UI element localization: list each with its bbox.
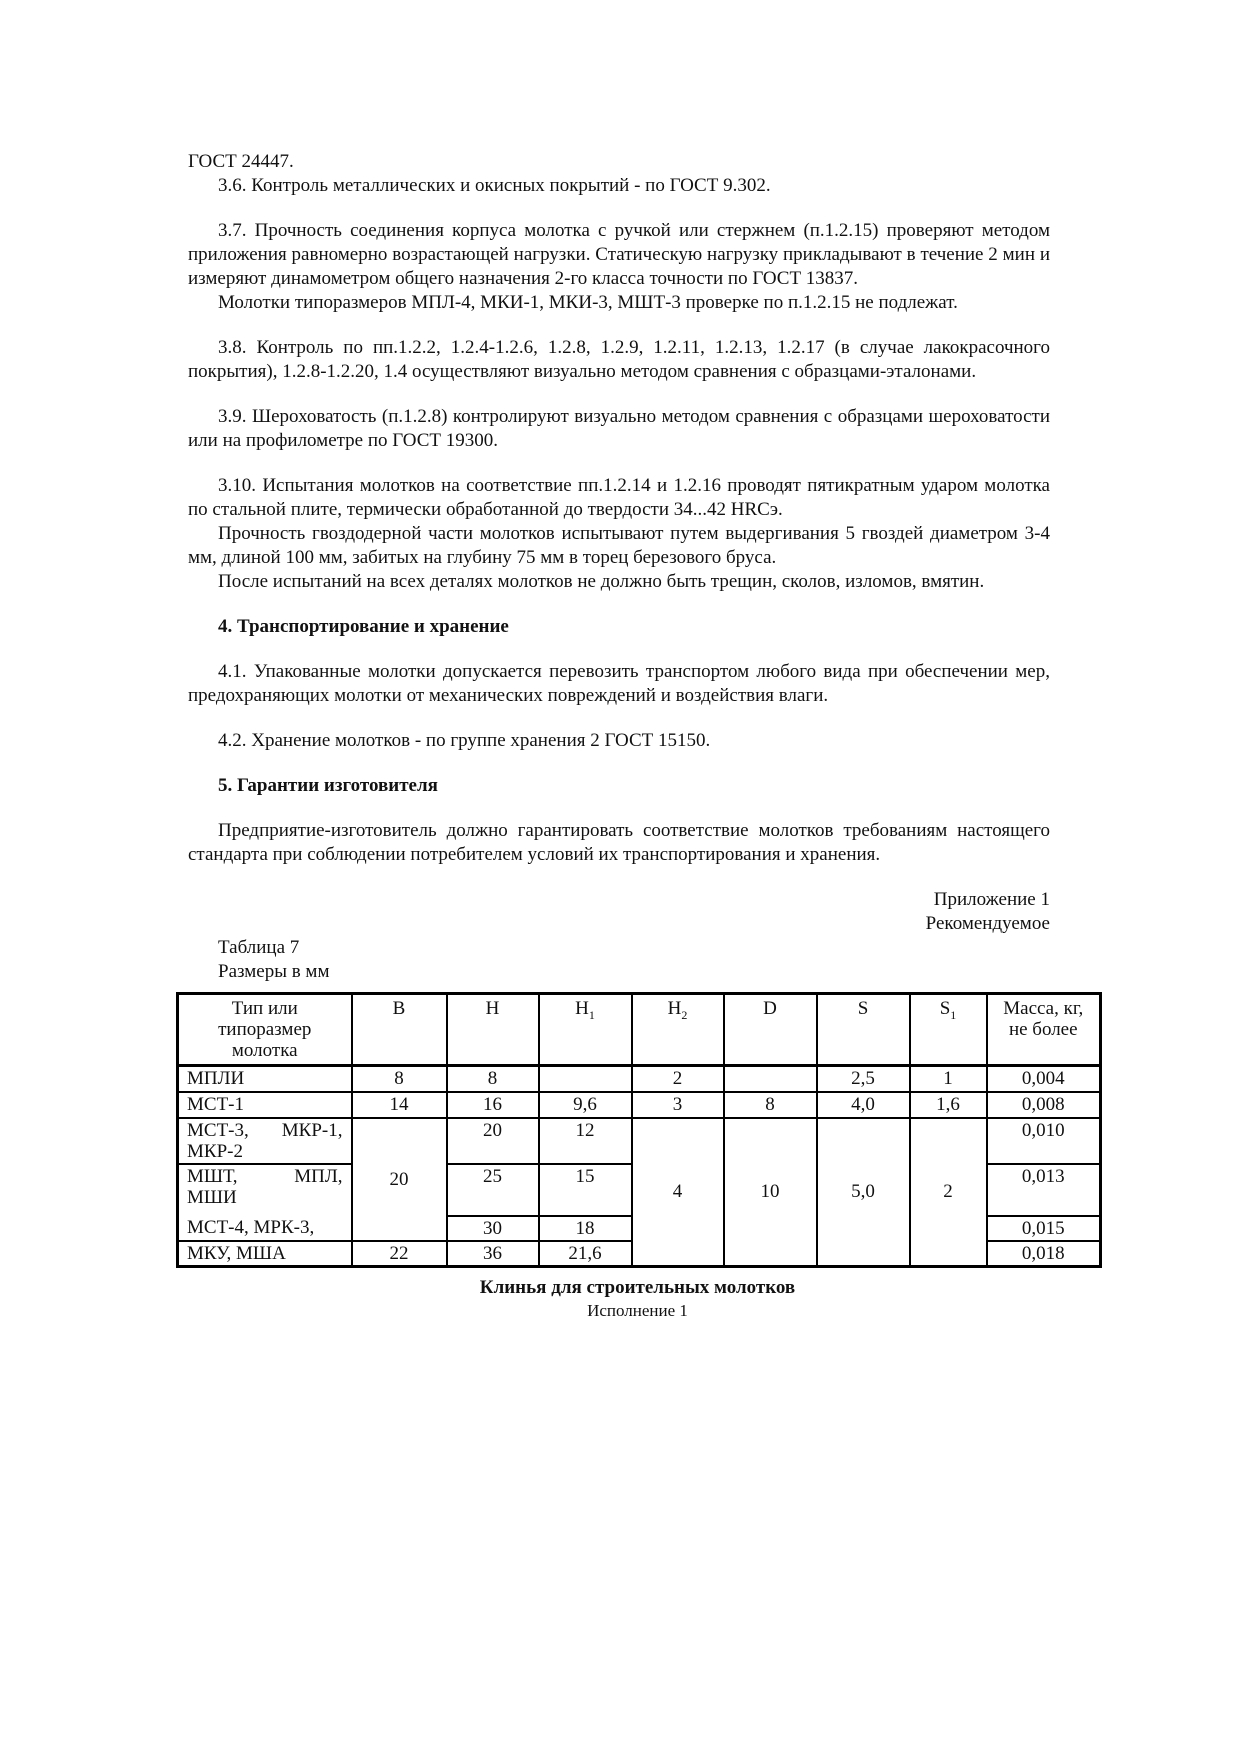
cell-mst1-h: 16 — [447, 1092, 539, 1118]
cell-mst1-b: 14 — [352, 1092, 447, 1118]
section-heading-5: 5. Гарантии изготовителя — [218, 775, 438, 796]
cell-mku-b: 22 — [352, 1241, 447, 1267]
cell-mku-mass: 0,018 — [987, 1241, 1101, 1267]
cell-mpli-s1: 1 — [910, 1066, 987, 1092]
table-header-row — [178, 994, 1101, 1066]
header-d: D — [724, 994, 817, 1066]
cell-mst3-s1-merged: 2 — [910, 1118, 987, 1267]
paragraph-4-1: 4.1. Упакованные молотки допускается перевозить транспортом любого вида при обеспечении мер, предохраняющих молотки от механических повреждений и воздействия влаги. — [188, 661, 1050, 706]
paragraph-4-2: 4.2. Хранение молотков - по группе хранения 2 ГОСТ 15150. — [218, 730, 711, 751]
header-h2: $H_2$ — [632, 994, 724, 1066]
table-units-label: Размеры в мм — [218, 961, 330, 982]
annex-block — [188, 888, 1050, 936]
paragraph-3-9: 3.9. Шероховатость (п.1.2.8) контролируют визуально методом сравнения с образцами шероховатости или на профилометре по ГОСТ 19300. — [188, 406, 1050, 451]
cell-mpli-d — [724, 1066, 817, 1092]
cell-msht-h: 25 — [447, 1164, 539, 1216]
cell-mpli-s: 2,5 — [817, 1066, 910, 1092]
paragraph-5: Предприятие-изготовитель должно гарантировать соответствие молотков требованиям настоящего стандарта при соблюдении потребителем условий их транспортирования и хранения. — [188, 820, 1050, 865]
cell-mst1-d: 8 — [724, 1092, 817, 1118]
cell-mku-name: МКУ, МША — [178, 1241, 352, 1267]
cell-mst3-s-merged: 5,0 — [817, 1118, 910, 1267]
paragraph-3-8: 3.8. Контроль по пп.1.2.2, 1.2.4-1.2.6, 1.2.8, 1.2.9, 1.2.11, 1.2.13, 1.2.17 (в случае лакокрасочного покрытия), 1.2.8-1.2.20, 1.4 осуществляют визуально методом сравнения с образцами-эталонами. — [188, 337, 1050, 382]
cell-mst1-s: 4,0 — [817, 1092, 910, 1118]
table-caption: Клинья для строительных молотков — [479, 1276, 796, 1298]
cell-mst1-h2: 3 — [632, 1092, 724, 1118]
table-subcaption: Исполнение 1 — [587, 1300, 688, 1320]
cell-msht-mass: 0,013 — [987, 1164, 1101, 1216]
cell-mst1-s1: 1,6 — [910, 1092, 987, 1118]
table-row-mst3 — [178, 1118, 1101, 1164]
cell-mpli-b: 8 — [352, 1066, 447, 1092]
paragraph-3-7-note: Молотки типоразмеров МПЛ-4, МКИ-1, МКИ-3, МШТ-3 проверке по п.1.2.15 не подлежат. — [218, 292, 958, 313]
cell-mst3-name: МСТ-3, МКР-1, МКР-2 — [178, 1118, 352, 1164]
cell-mst4-h1: 18 — [539, 1216, 632, 1241]
header-type: Тип или типоразмер молотка — [178, 994, 352, 1066]
paragraph-3-10: 3.10. Испытания молотков на соответствие пп.1.2.14 и 1.2.16 проводят пятикратным ударом молотка по стальной плите, термически обработанной до твердости 34...42 HRCэ. — [188, 475, 1050, 520]
paragraph-3-10-after: После испытаний на всех деталях молотков не должно быть трещин, сколов, изломов, вмятин. — [218, 571, 985, 592]
header-b: B — [352, 994, 447, 1066]
table-row-mpli — [178, 1066, 1101, 1092]
cell-mku-h: 36 — [447, 1241, 539, 1267]
dimensions-table — [176, 992, 1102, 1268]
header-mass: Масса, кг, не более — [987, 994, 1101, 1066]
cell-msht-h1: 15 — [539, 1164, 632, 1216]
header-h: H — [447, 994, 539, 1066]
cell-mpli-h1 — [539, 1066, 632, 1092]
document-content — [187, 150, 1084, 1322]
annex-subtitle: Рекомендуемое — [925, 913, 1050, 934]
cell-msht-name: МШТ, МПЛ, МШИ — [178, 1164, 352, 1216]
cell-mst3-b-merged: 20 — [352, 1118, 447, 1241]
cell-mst3-h: 20 — [447, 1118, 539, 1164]
table-label: Таблица 7 — [218, 937, 300, 958]
cell-mst3-mass: 0,010 — [987, 1118, 1101, 1164]
cell-mst4-name: МСТ-4, МРК-3, — [178, 1216, 352, 1241]
header-s: S — [817, 994, 910, 1066]
paragraph-3-7: 3.7. Прочность соединения корпуса молотка с ручкой или стержнем (п.1.2.15) проверяют методом приложения равномерно возрастающей нагрузки. Статическую нагрузку прикладывают в течение 2 мин и измеряют динамометром общего назначения 2-го класса точности по ГОСТ 13837. — [188, 220, 1050, 289]
cell-mpli-name: МПЛИ — [178, 1066, 352, 1092]
paragraph-gost-continuation: ГОСТ 24447. — [188, 151, 294, 172]
cell-mst1-name: МСТ-1 — [178, 1092, 352, 1118]
paragraph-3-10-nails: Прочность гвоздодерной части молотков испытывают путем выдергивания 5 гвоздей диаметром 3-4 мм, длиной 100 мм, забитых на глубину 75 мм в торец березового бруса. — [188, 523, 1050, 568]
table-row-mst1 — [178, 1092, 1101, 1118]
header-s1: $S_1$ — [910, 994, 987, 1066]
cell-mst3-d-merged: 10 — [724, 1118, 817, 1267]
cell-mst1-mass: 0,008 — [987, 1092, 1101, 1118]
annex-title: Приложение 1 — [933, 889, 1050, 910]
cell-mpli-h2: 2 — [632, 1066, 724, 1092]
section-heading-4: 4. Транспортирование и хранение — [218, 616, 509, 637]
cell-mst1-h1: 9,6 — [539, 1092, 632, 1118]
cell-mku-h1: 21,6 — [539, 1241, 632, 1267]
cell-mst4-mass: 0,015 — [987, 1216, 1101, 1241]
cell-mst3-h2-merged: 4 — [632, 1118, 724, 1267]
header-h1: $H_1$ — [539, 994, 632, 1066]
cell-mpli-h: 8 — [447, 1066, 539, 1092]
cell-mst3-h1: 12 — [539, 1118, 632, 1164]
paragraph-3-6: 3.6. Контроль металлических и окисных покрытий - по ГОСТ 9.302. — [218, 175, 771, 196]
cell-mpli-mass: 0,004 — [987, 1066, 1101, 1092]
cell-mst4-h: 30 — [447, 1216, 539, 1241]
